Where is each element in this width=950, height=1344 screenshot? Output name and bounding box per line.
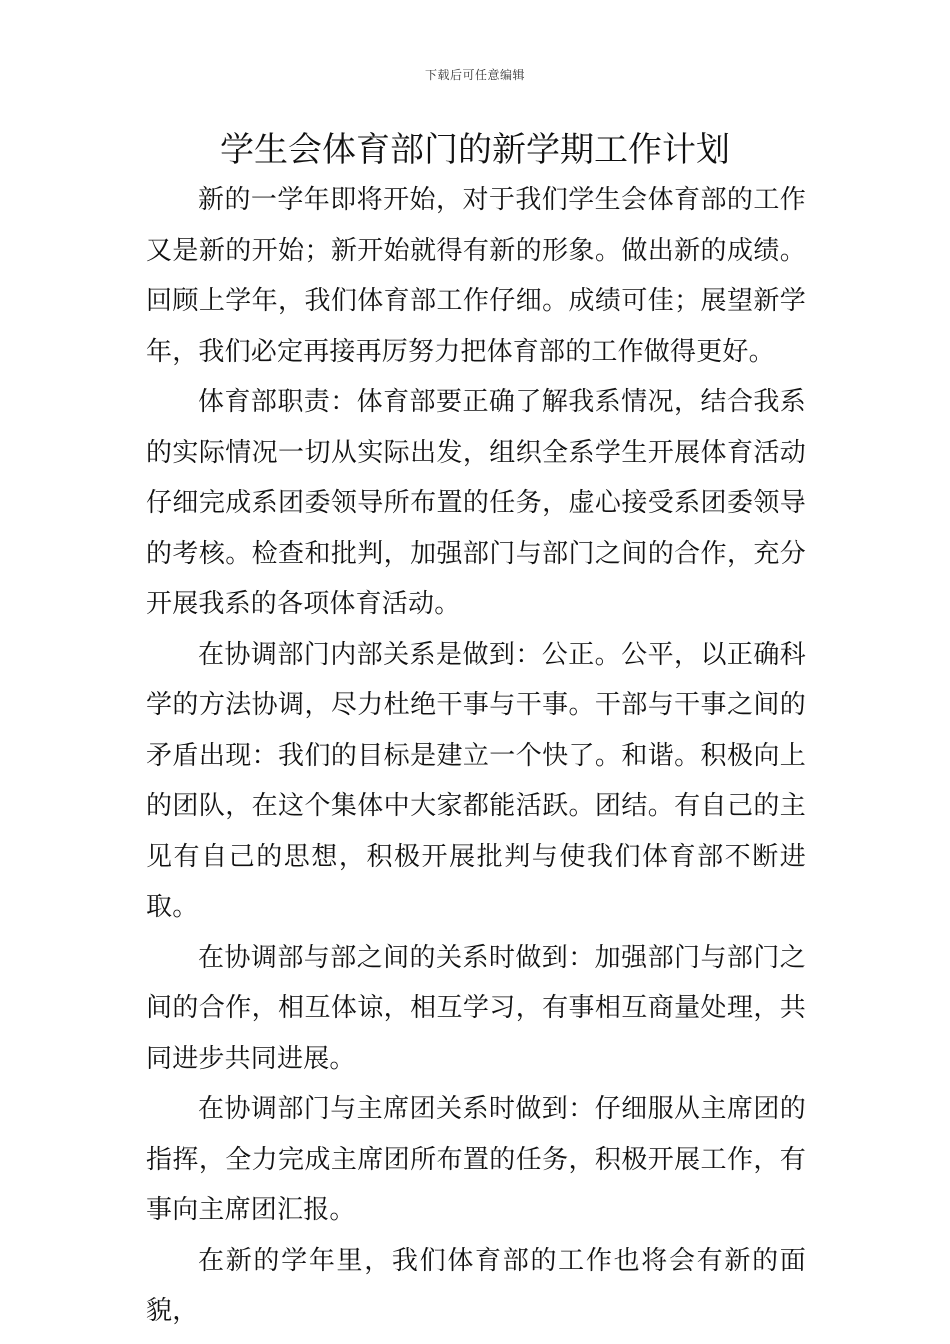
paragraph: 在协调部门与主席团关系时做到：仔细服从主席团的指挥，全力完成主席团所布置的任务，积极开展工作，有事向主席团汇报。 bbox=[146, 1094, 806, 1225]
paragraph: 在协调部门内部关系是做到：公正。公平，以正确科学的方法协调，尽力杜绝干事与干事。干部与干事之间的矛盾出现：我们的目标是建立一个快了。和谐。积极向上的团队，在这个集体中大家都能活跃。团结。有自己的主见有自己的思想，积极开展批判与使我们体育部不断进取。 bbox=[146, 639, 806, 922]
header-note: 下载后可任意编辑 bbox=[424, 68, 525, 82]
paragraph: 体育部职责：体育部要正确了解我系情况，结合我系的实际情况一切从实际出发，组织全系学生开展体育活动仔细完成系团委领导所布置的任务，虚心接受系团委领导的考核。检查和批判，加强部门与部门之间的合作，充分开展我系的各项体育活动。 bbox=[146, 387, 806, 619]
paragraph: 在协调部与部之间的关系时做到：加强部门与部门之间的合作，相互体谅，相互学习，有事相互商量处理，共同进步共同进展。 bbox=[146, 942, 806, 1074]
document-title: 学生会体育部门的新学期工作计划 bbox=[220, 130, 730, 170]
paragraph: 在新的学年里，我们体育部的工作也将会有新的面貌， bbox=[146, 1245, 806, 1326]
document-body bbox=[146, 175, 806, 1337]
paragraph: 新的一学年即将开始，对于我们学生会体育部的工作又是新的开始；新开始就得有新的形象。做出新的成绩。回顾上学年，我们体育部工作仔细。成绩可佳；展望新学年，我们必定再接再厉努力把体育部的工作做得更好。 bbox=[146, 185, 806, 367]
